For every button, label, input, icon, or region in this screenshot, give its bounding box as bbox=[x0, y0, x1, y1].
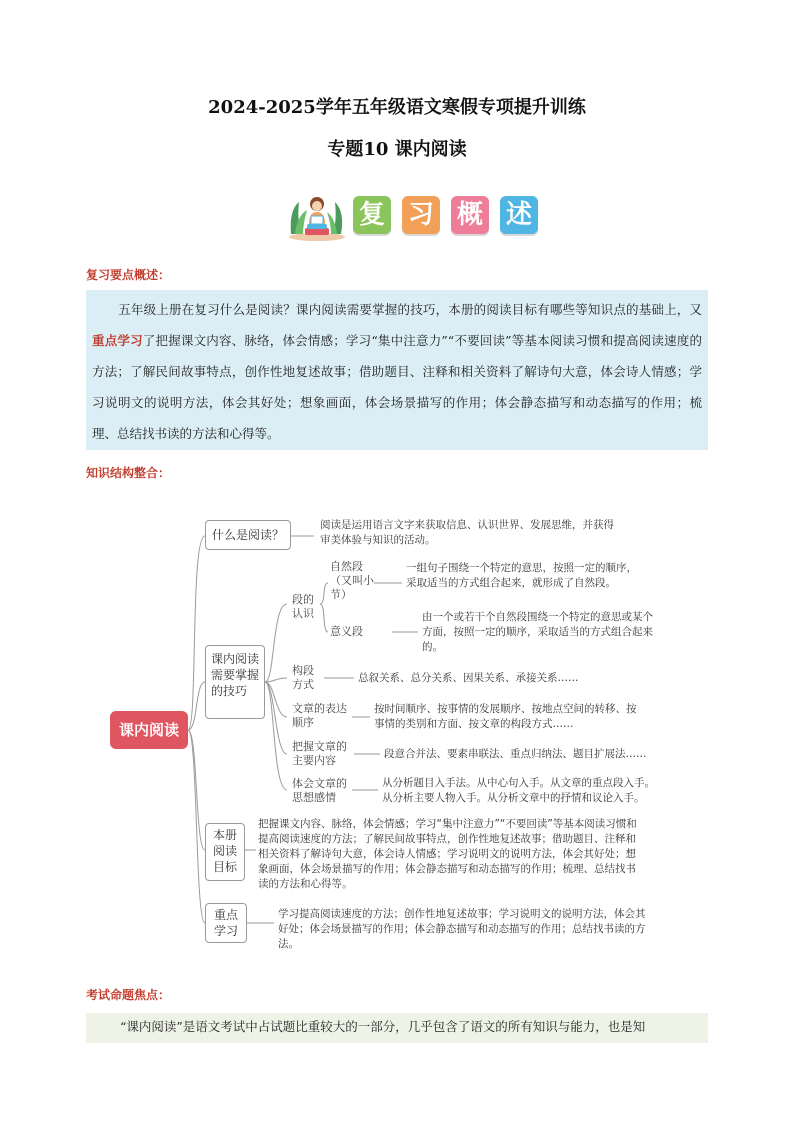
label-paragraph: 段的认识 bbox=[292, 593, 314, 620]
expression-order-desc: 按时间顺序、按事情的发展顺序、按地点空间的转移、按事情的类别和方面、按文章的构段方式…… bbox=[374, 703, 637, 730]
key-learning-desc: 学习提高阅读速度的方法；创作性地复述故事；学习说明文的说明方法，体会其好处；体会场景描写的作用；体会静态描写和动态描写的作用；总结找书读的方法。 bbox=[278, 908, 646, 950]
review-text-part2: 了把握课文内容、脉络，体会情感；学习“集中注意力”“不要回读”等基本阅读习惯和提高阅读速度的方法；了解民间故事特点，创作性地复述故事；借助题目、注释和相关资料了解诗句大意，体会诗人情感；学习说明文的说明方法，体会其好处；想象画面，体会场景描写的作用；体会静态描写和动态描写的作用；梳理、总结找书读的方法和心得等。 bbox=[92, 333, 702, 441]
banner-tile-xi: 习 bbox=[402, 196, 440, 234]
thoughts-feelings-desc-2: 从分析主要人物入手。从分析文章中的抒情和议论入手。 bbox=[382, 792, 645, 804]
node-reading-goals: 本册阅读目标 bbox=[205, 823, 245, 881]
label-thoughts-feelings: 体会文章的思想感情 bbox=[292, 777, 347, 804]
document-title: 2024-2025学年五年级语文寒假专项提升训练 bbox=[208, 97, 586, 118]
review-text-part1: 五年级上册在复习什么是阅读？课内阅读需要掌握的技巧，本册的阅读目标有哪些等知识点的基础上，又 bbox=[118, 302, 702, 317]
reading-goals-desc: 把握课文内容、脉络，体会情感；学习“集中注意力”“不要回读”等基本阅读习惯和提高阅读速度的方法；了解民间故事特点，创作性地复述故事；借助题目、注释和相关资料了解诗句大意，体会诗人情感；学习说明文的说明方法，体会其好处；想象画面，体会场景描写的作用；体会静态描写和动态描写的作用；梳理、总结找书读的方法和心得等。 bbox=[258, 818, 637, 890]
node-key-learning: 重点学习 bbox=[205, 903, 247, 943]
what-is-reading-desc: 阅读是运用语言文字来获取信息、认识世界、发展思维，并获得审美体验与知识的活动。 bbox=[320, 519, 614, 546]
banner-tile-shu: 述 bbox=[500, 196, 538, 234]
label-expression-order: 文章的表达顺序 bbox=[292, 702, 347, 729]
review-emphasis: 重点学习 bbox=[92, 333, 143, 348]
exam-focus-box bbox=[86, 1013, 708, 1043]
main-content-desc: 段意合并法、要素串联法、重点归纳法、题目扩展法…… bbox=[384, 748, 647, 760]
node-reading-skills: 课内阅读需要掌握的技巧 bbox=[205, 645, 265, 719]
thoughts-feelings-desc-1: 从分析题目入手法。从中心句入手。从文章的重点段入手。 bbox=[382, 777, 655, 789]
review-heading: 复习要点概述： bbox=[86, 268, 171, 282]
paragraph-structure-desc: 总叙关系、总分关系、因果关系、承接关系…… bbox=[358, 672, 579, 684]
natural-paragraph-desc: 一组句子围绕一个特定的意思，按照一定的顺序，采取适当的方式组合起来，就形成了自然段。 bbox=[406, 562, 637, 589]
node-what-is-reading: 什么是阅读？ bbox=[205, 520, 291, 550]
label-main-content: 把握文章的主要内容 bbox=[292, 740, 347, 767]
mindmap-root: 课内阅读 bbox=[110, 711, 188, 749]
meaning-paragraph-desc: 由一个或若干个自然段围绕一个特定的意思或某个方面，按照一定的顺序，采取适当的方式组合起来的。 bbox=[422, 611, 653, 653]
label-natural-paragraph: 自然段（又叫小节） bbox=[330, 560, 374, 601]
structure-heading: 知识结构整合： bbox=[86, 466, 171, 480]
banner-tile-gai: 概 bbox=[451, 196, 489, 234]
label-meaning-paragraph: 意义段 bbox=[330, 625, 363, 638]
document-subtitle: 专题10 课内阅读 bbox=[327, 139, 467, 160]
banner-tile-fu: 复 bbox=[353, 196, 391, 234]
exam-heading: 考试命题焦点： bbox=[86, 988, 171, 1002]
label-paragraph-structure: 构段方式 bbox=[292, 664, 314, 691]
exam-focus-text: “课内阅读”是语文考试中占试题比重较大的一部分，几乎包含了语文的所有知识与能力，也是知 bbox=[120, 1019, 646, 1034]
